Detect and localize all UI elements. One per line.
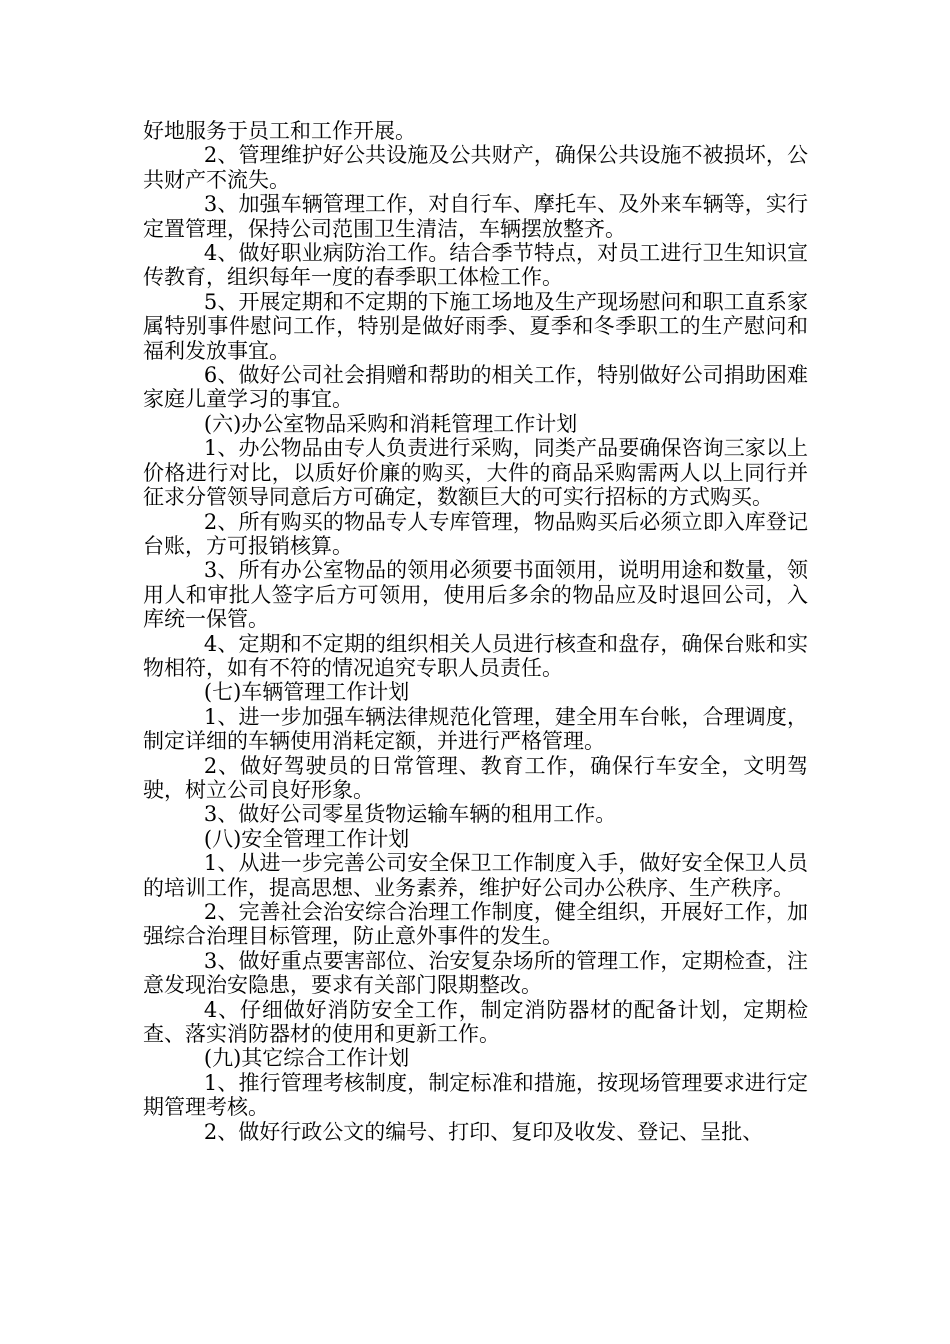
list-item-paragraph: 4、做好职业病防治工作。结合季节特点，对员工进行卫生知识宣传教育，组织每年一度的春季职工体检工作。	[143, 241, 808, 290]
list-item-paragraph: 4、定期和不定期的组织相关人员进行核查和盘存，确保台账和实物相符，如有不符的情况追究专职人员责任。	[143, 631, 808, 680]
list-item-paragraph: 4、仔细做好消防安全工作，制定消防器材的配备计划，定期检查、落实消防器材的使用和更新工作。	[143, 997, 808, 1047]
document-body	[143, 119, 808, 1144]
list-item-paragraph: 6、做好公司社会捐赠和帮助的相关工作，特别做好公司捐助困难家庭儿童学习的事宜。	[143, 363, 808, 412]
section-heading: (九)其它综合工作计划	[203, 1046, 410, 1071]
section-heading: (六)办公室物品采购和消耗管理工作计划	[203, 411, 578, 436]
list-item-paragraph: 3、加强车辆管理工作，对自行车、摩托车、及外来车辆等，实行定置管理，保持公司范围卫生清洁，车辆摆放整齐。	[143, 192, 808, 241]
list-item-paragraph: 2、做好行政公文的编号、打印、复印及收发、登记、呈批、	[203, 1119, 764, 1144]
list-item-paragraph: 5、开展定期和不定期的下施工场地及生产现场慰问和职工直系家属特别事件慰问工作，特别是做好雨季、夏季和冬季职工的生产慰问和福利发放事宜。	[143, 289, 808, 363]
list-item-paragraph: 2、所有购买的物品专人专库管理，物品购买后必须立即入库登记台账，方可报销核算。	[143, 509, 808, 558]
list-item-paragraph: 3、做好重点要害部位、治安复杂场所的管理工作，定期检查，注意发现治安隐患，要求有关部门限期整改。	[143, 948, 808, 998]
list-item-paragraph: 1、从进一步完善公司安全保卫工作制度入手，做好安全保卫人员的培训工作，提高思想、业务素养，维护好公司办公秩序、生产秩序。	[143, 851, 808, 900]
list-item-paragraph: 2、做好驾驶员的日常管理、教育工作，确保行车安全，文明驾驶，树立公司良好形象。	[143, 753, 808, 802]
list-item-paragraph: 2、完善社会治安综合治理工作制度，健全组织，开展好工作，加强综合治理目标管理，防止意外事件的发生。	[143, 900, 808, 949]
list-item-paragraph: 3、所有办公室物品的领用必须要书面领用，说明用途和数量，领用人和审批人签字后方可领用，使用后多余的物品应及时退回公司，入库统一保管。	[143, 558, 808, 632]
list-item-paragraph: 1、办公物品由专人负责进行采购，同类产品要确保咨询三家以上价格进行对比，以质好价廉的购买，大件的商品采购需两人以上同行并征求分管领导同意后方可确定，数额巨大的可实行招标的方式购买。	[143, 436, 808, 510]
list-item-paragraph: 2、管理维护好公共设施及公共财产，确保公共设施不被损坏，公共财产不流失。	[143, 143, 808, 192]
paragraph-continuation: 好地服务于员工和工作开展。	[143, 119, 416, 143]
list-item-paragraph: 1、进一步加强车辆法律规范化管理，建全用车台帐，合理调度，制定详细的车辆使用消耗定额，并进行严格管理。	[143, 704, 808, 754]
list-item-paragraph: 1、推行管理考核制度，制定标准和措施，按现场管理要求进行定期管理考核。	[143, 1070, 808, 1120]
section-heading: (七)车辆管理工作计划	[203, 680, 410, 705]
list-item-paragraph: 3、做好公司零星货物运输车辆的租用工作。	[203, 802, 617, 827]
section-heading: (八)安全管理工作计划	[203, 826, 410, 851]
